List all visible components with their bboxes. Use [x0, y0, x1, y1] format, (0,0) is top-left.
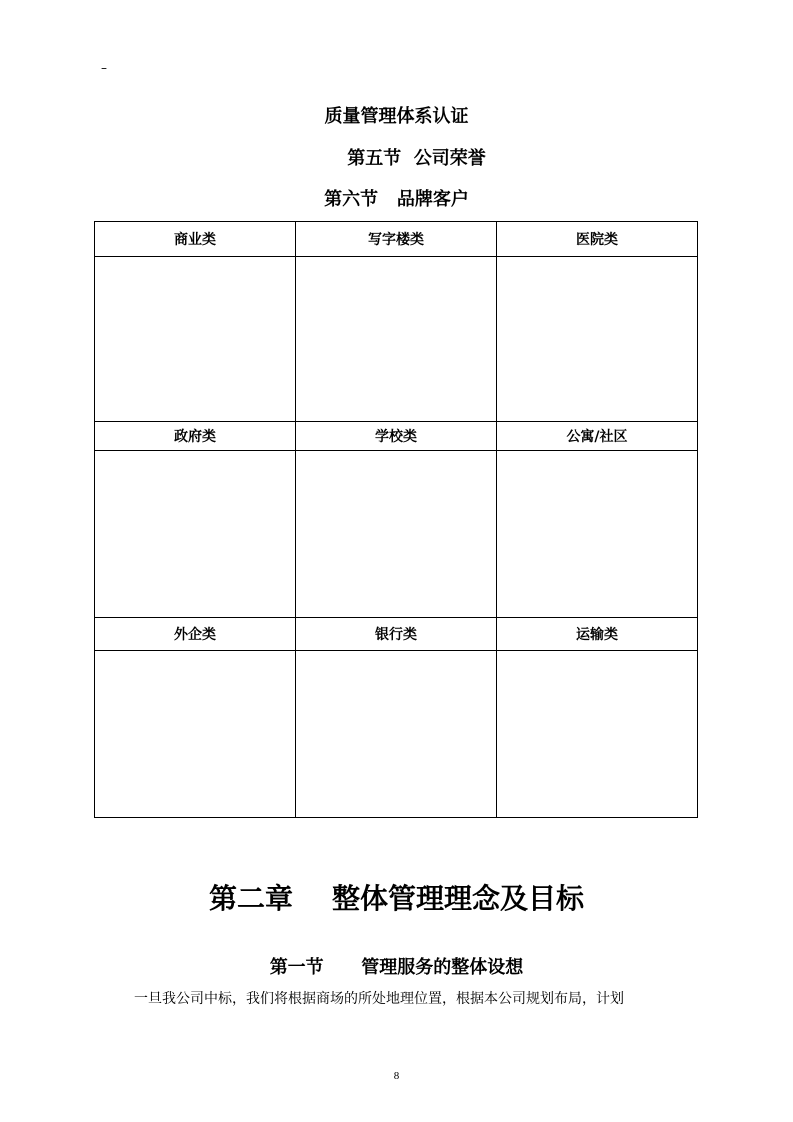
- category-foreign-enterprise: 外企类: [95, 618, 296, 651]
- section-5-heading: 第五节 公司荣誉: [347, 148, 486, 169]
- category-government: 政府类: [95, 422, 296, 451]
- category-hospital: 医院类: [497, 222, 698, 257]
- table-image-row: [95, 651, 698, 818]
- category-transport: 运输类: [497, 618, 698, 651]
- category-apartment: 公寓/社区: [497, 422, 698, 451]
- category-commercial: 商业类: [95, 222, 296, 257]
- category-bank: 银行类: [296, 618, 497, 651]
- image-cell-school: [296, 451, 497, 618]
- table-image-row: [95, 257, 698, 422]
- image-cell-apartment: [497, 451, 698, 618]
- section-1-title: 第一节 管理服务的整体设想: [269, 957, 524, 978]
- table-header-row: [95, 422, 698, 451]
- chapter-2-title: 第二章 整体管理理念及目标: [209, 882, 584, 915]
- image-cell-bank: [296, 651, 497, 818]
- image-cell-commercial: [95, 257, 296, 422]
- image-cell-transport: [497, 651, 698, 818]
- quality-cert-heading: 质量管理体系认证: [324, 106, 469, 127]
- corner-mark: –: [101, 61, 107, 75]
- body-paragraph: 一旦我公司中标，我们将根据商场的所处地理位置，根据本公司规划布局，计划: [134, 991, 624, 1007]
- image-cell-government: [95, 451, 296, 618]
- table-image-row: [95, 451, 698, 618]
- table-header-row: [95, 222, 698, 257]
- image-cell-hospital: [497, 257, 698, 422]
- brand-clients-table: [94, 221, 698, 818]
- category-school: 学校类: [296, 422, 497, 451]
- category-office: 写字楼类: [296, 222, 497, 257]
- image-cell-office: [296, 257, 497, 422]
- image-cell-foreign-enterprise: [95, 651, 296, 818]
- page-number: 8: [393, 1070, 400, 1082]
- table-header-row: [95, 618, 698, 651]
- section-6-heading: 第六节 品牌客户: [324, 189, 469, 210]
